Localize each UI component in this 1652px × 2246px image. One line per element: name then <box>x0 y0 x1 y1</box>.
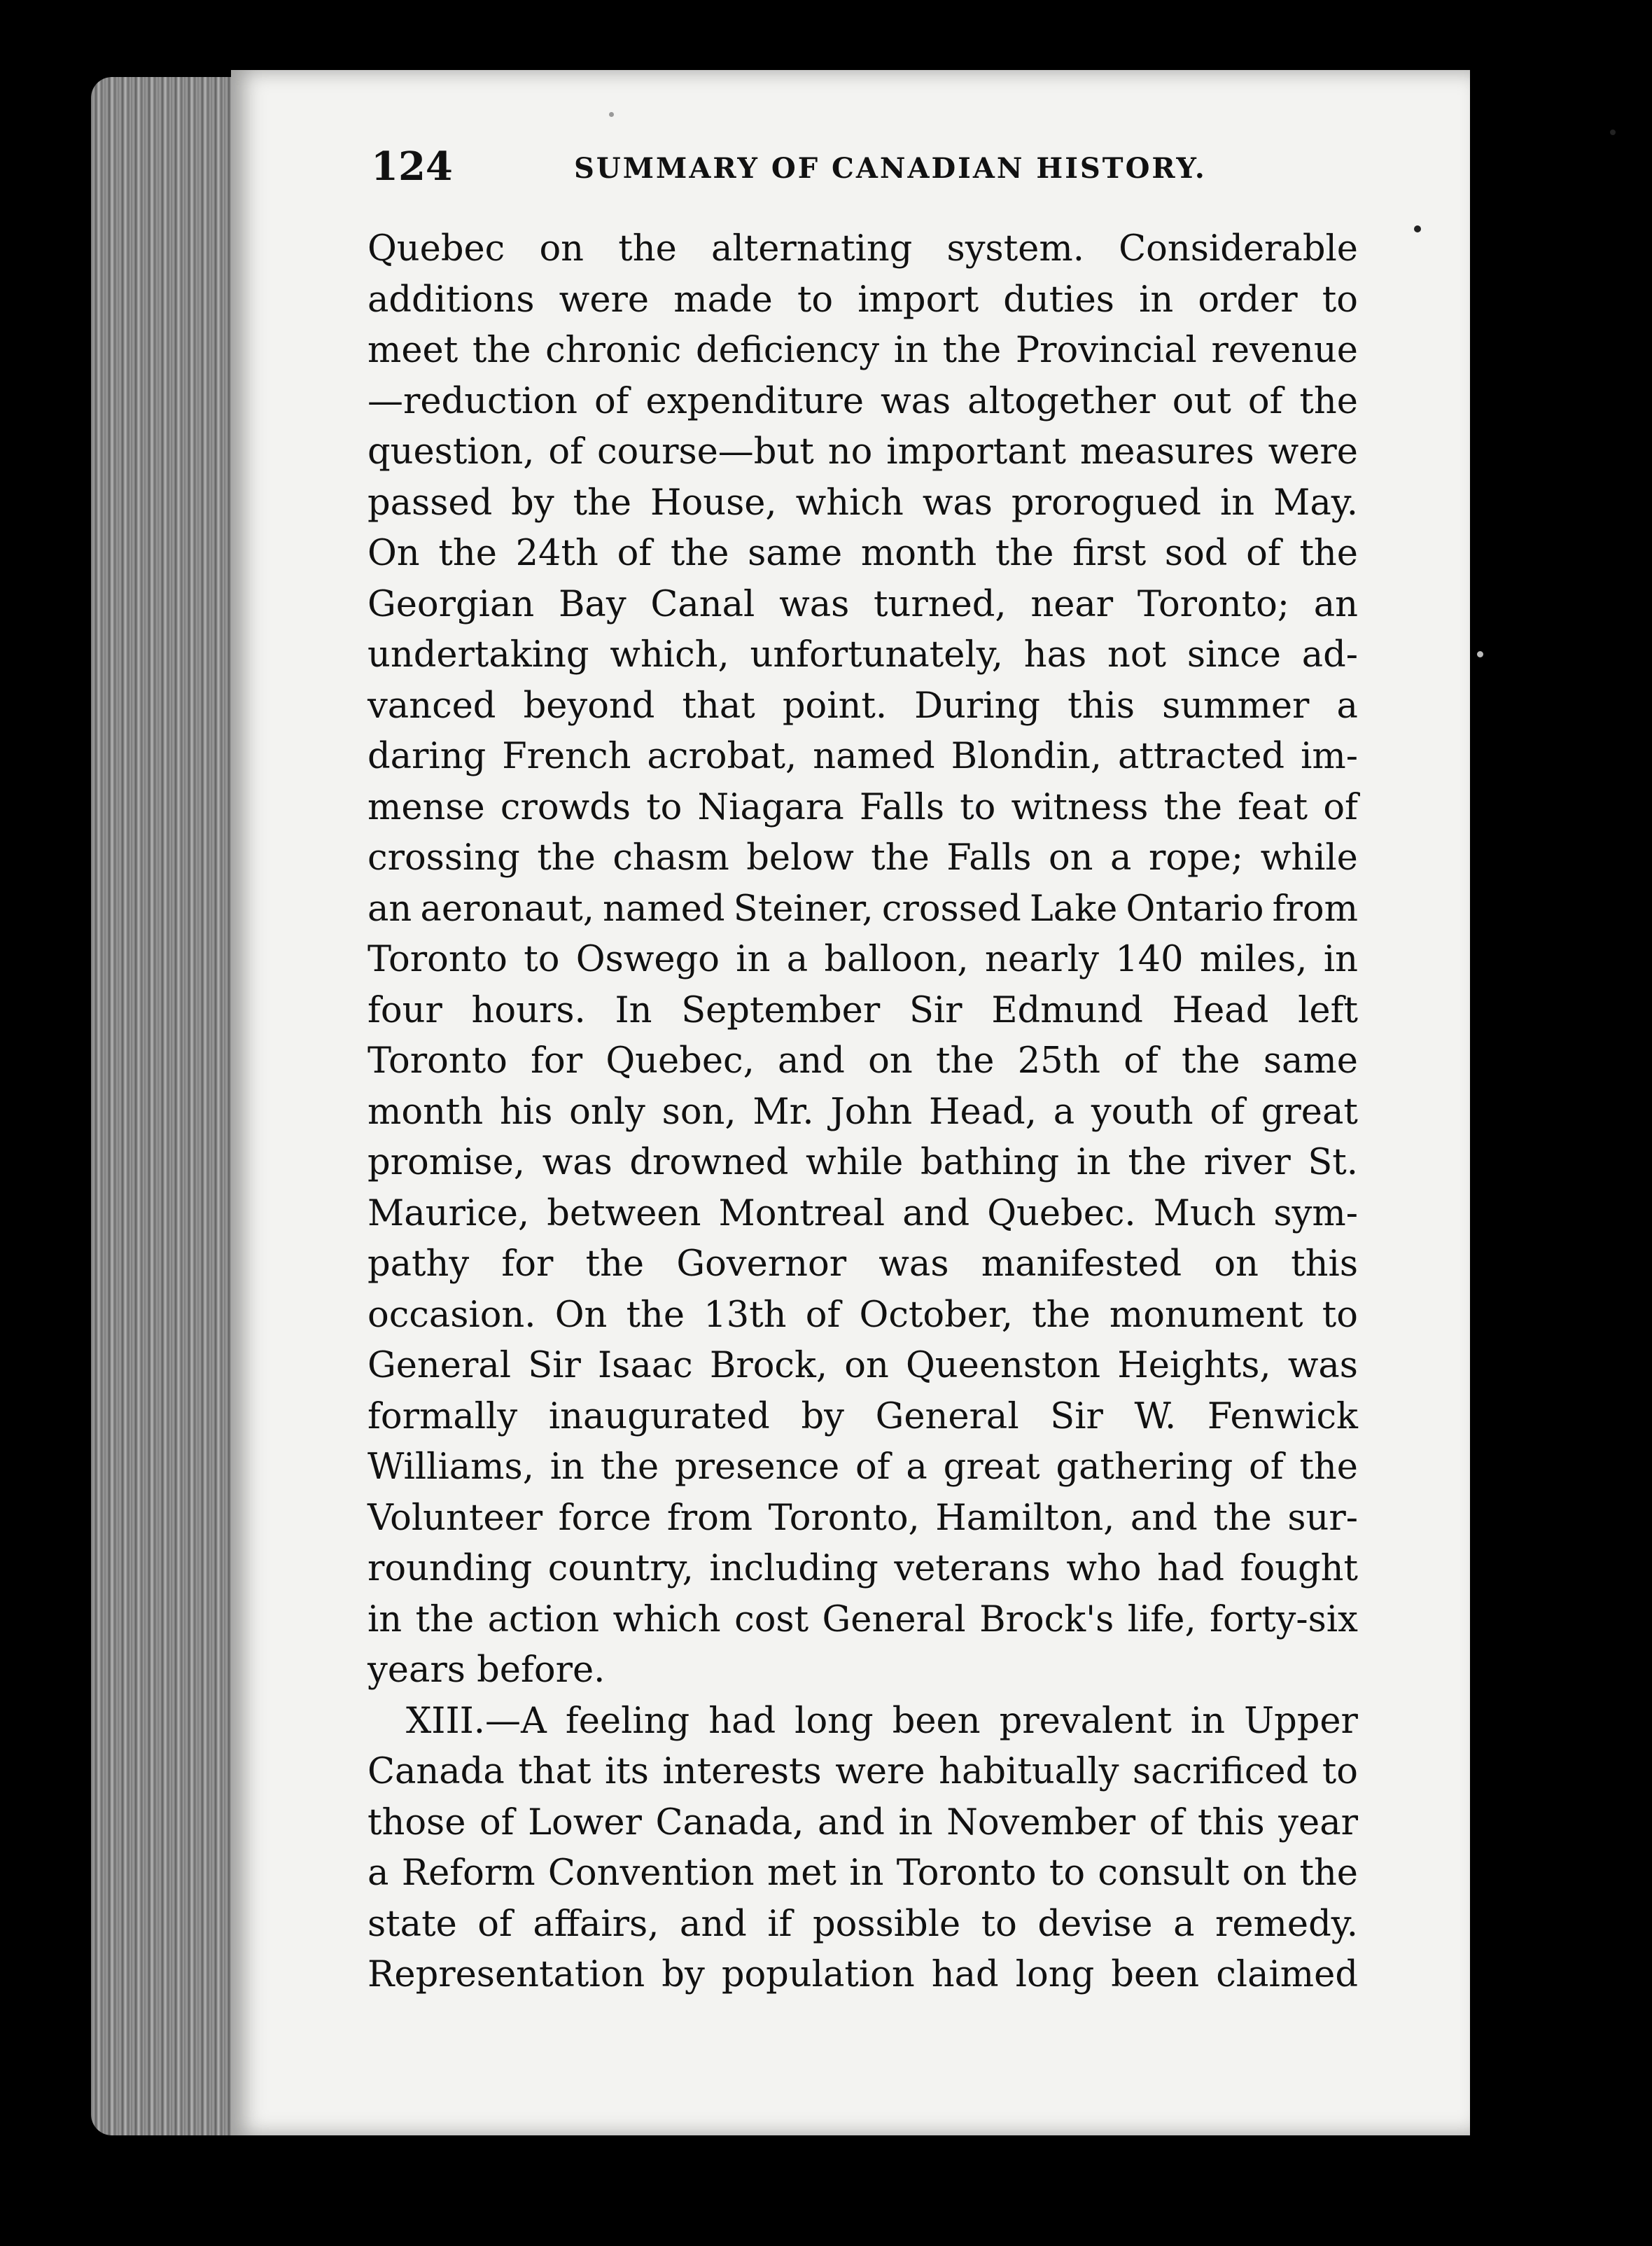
text-line: On the 24th of the same month the first sod of the <box>368 533 1358 574</box>
text-line: General Sir Isaac Brock, on Queenston Heights, was <box>368 1345 1358 1386</box>
text-line: Williams, in the presence of a great gathering of the <box>368 1446 1358 1488</box>
text-line: —reduction of expenditure was altogether out of the <box>368 380 1358 422</box>
text-line: XIII.—A feeling had long been prevalent in Upper <box>406 1700 1358 1742</box>
text-line: Volunteer force from Toronto, Hamilton, and the sur- <box>368 1497 1358 1539</box>
page-header <box>371 144 1372 200</box>
text-line: promise, was drowned while bathing in the river St. <box>368 1142 1358 1183</box>
text-line: four hours. In September Sir Edmund Head left <box>368 989 1358 1031</box>
text-line: question, of course—but no important measures were <box>368 431 1358 473</box>
text-line: Toronto for Quebec, and on the 25th of the same <box>368 1040 1358 1082</box>
text-line: vanced beyond that point. During this summer a <box>368 685 1358 727</box>
text-line: Canada that its interests were habitually sacrificed to <box>368 1751 1358 1792</box>
paragraph <box>368 1696 1358 2001</box>
text-line: daring French acrobat, named Blondin, attracted im- <box>368 736 1358 777</box>
text-line: mense crowds to Niagara Falls to witness the feat of <box>368 786 1358 828</box>
text-line: a Reform Convention met in Toronto to consult on the <box>368 1853 1358 1894</box>
text-line: Georgian Bay Canal was turned, near Toronto; an <box>368 583 1358 625</box>
text-line: rounding country, including veterans who had fought <box>368 1548 1358 1589</box>
text-line: an aeronaut, named Steiner, crossed Lake Ontario from <box>368 888 1358 930</box>
page-number: 124 <box>371 144 453 190</box>
text-line: Representation by population had long been claimed <box>368 1954 1358 1995</box>
text-line: pathy for the Governor was manifested on this <box>368 1243 1358 1285</box>
text-line: undertaking which, unfortunately, has not since ad- <box>368 634 1358 676</box>
body-text <box>368 224 1358 2001</box>
text-line: those of Lower Canada, and in November of this year <box>368 1801 1358 1843</box>
paragraph <box>368 224 1358 1696</box>
text-line: additions were made to import duties in order to <box>368 279 1358 321</box>
text-line: month his only son, Mr. John Head, a youth of great <box>368 1091 1358 1133</box>
text-line: Toronto to Oswego in a balloon, nearly 140 miles, in <box>368 939 1358 980</box>
text-line: Quebec on the alternating system. Considerable <box>368 228 1358 270</box>
text-line: in the action which cost General Brock's life, forty-six <box>368 1598 1358 1640</box>
text-line: passed by the House, which was prorogued in May. <box>368 482 1358 524</box>
text-line: state of affairs, and if possible to devise a remedy. <box>368 1903 1358 1945</box>
text-line: Maurice, between Montreal and Quebec. Much sym- <box>368 1192 1358 1234</box>
text-line: crossing the chasm below the Falls on a rope; while <box>368 837 1358 879</box>
text-line: formally inaugurated by General Sir W. Fenwick <box>368 1395 1358 1437</box>
running-head: SUMMARY OF CANADIAN HISTORY. <box>574 152 1207 185</box>
text-line: years before. <box>368 1649 606 1691</box>
text-line: meet the chronic deficiency in the Provincial revenue <box>368 330 1358 371</box>
text-line: occasion. On the 13th of October, the monument to <box>368 1294 1358 1336</box>
